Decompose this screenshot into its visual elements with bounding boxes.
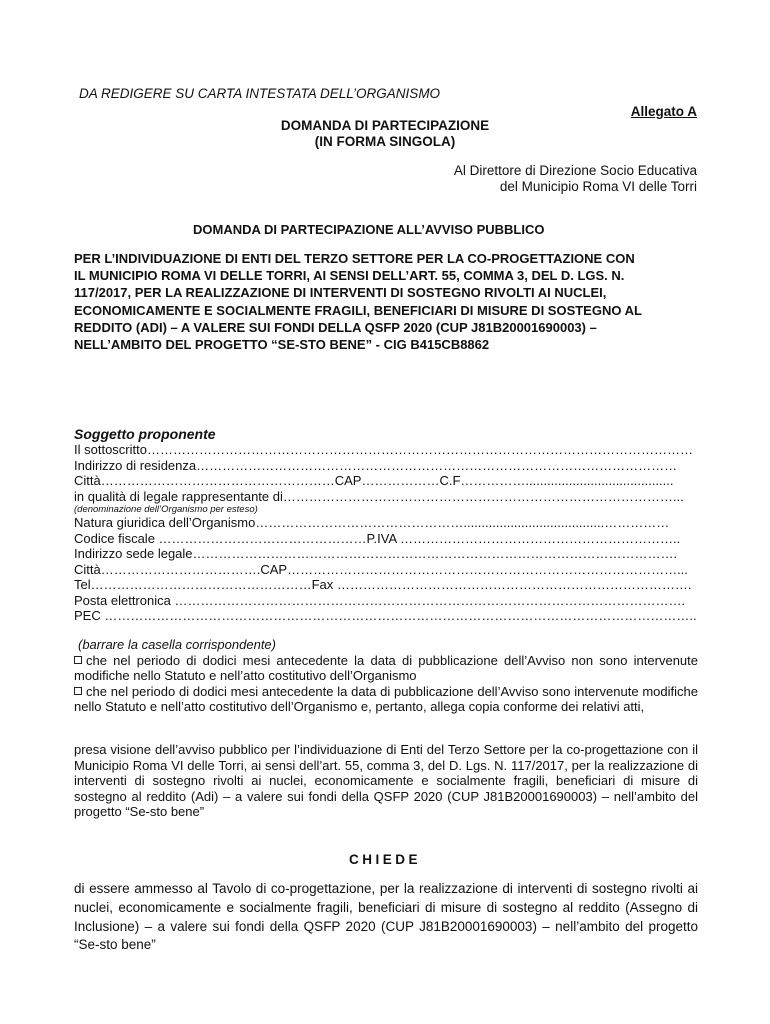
- subject-line: IL MUNICIPIO ROMA VI DELLE TORRI, AI SENSI DELL’ART. 55, COMMA 3, DEL D. LGS. N.: [74, 268, 625, 284]
- field-city-cap[interactable]: Città……………………………….CAP………………………………………………………………………………...: [74, 561, 688, 577]
- subject-line: REDDITO (ADI) – A VALERE SUI FONDI DELLA QSFP 2020 (CUP J81B20001690003) –: [74, 319, 597, 335]
- subject-line: PER L’INDIVIDUAZIONE DI ENTI DEL TERZO SETTORE PER LA CO-PROGETTAZIONE CON: [74, 251, 635, 266]
- field-residence-address[interactable]: Indirizzo di residenza…………………………………………………………………………………………………: [74, 457, 678, 473]
- field-pec[interactable]: PEC ………………………………………………………………………………………………………………………..: [74, 608, 697, 623]
- field-city-cap-cf[interactable]: Città………………………………………………CAP………………C.F…………….........................................: [74, 473, 674, 488]
- subject-description: [74, 250, 642, 353]
- checkbox-icon[interactable]: [74, 656, 82, 664]
- option-changes[interactable]: che nel periodo di dodici mesi antecedente la data di pubblicazione dell’Avviso sono intervenute modifiche nello Statuto e nell’atto costitutivo dell’Organismo e, pertanto, allega copia conforme dei relativi atti,: [74, 683, 698, 715]
- premise-paragraph: presa visione dell’avviso pubblico per l’individuazione di Enti del Terzo Settore per la co-progettazione con il Municipio Roma VI delle Torri, ai sensi dell’art. 55, comma 3, del D. Lgs. N. 117/2017, per la realizzazione di interventi di sostegno rivolti ai nuclei, economicamente e socialmente fragili, beneficiari di misure di sostegno al reddito (Adi) – a valere sui fondi della QSFP 2020 (CUP J81B20001690003) – nell’ambito del progetto “Se-sto bene”: [74, 742, 698, 820]
- instruction-text: (barrare la casella corrispondente): [78, 637, 276, 652]
- field-tel-fax[interactable]: Tel……………………………………………Fax ……………………………………………………………………….: [74, 577, 692, 592]
- declaration-options: [74, 637, 698, 715]
- request-heading: CHIEDE: [348, 852, 421, 867]
- subject-line: NELL’AMBITO DEL PROGETTO “SE-STO BENE” - CIG B415CB8862: [74, 337, 490, 353]
- field-registered-office[interactable]: Indirizzo sede legale………………………………………………………………………………………………….: [74, 546, 678, 561]
- field-tax-code-vat[interactable]: Codice fiscale …………………………………………P.IVA ………………………………………………………..: [74, 530, 681, 546]
- subject-line: 117/2017, PER LA REALIZZAZIONE DI INTERVENTI DI SOSTEGNO RIVOLTI AI NUCLEI,: [74, 285, 607, 301]
- section-title: Soggetto proponente: [74, 426, 216, 442]
- document-subtitle: (IN FORMA SINGOLA): [314, 134, 456, 149]
- applicant-form: [74, 426, 699, 624]
- addressee-line-1: Al Direttore di Direzione Socio Educativa: [453, 163, 697, 178]
- field-legal-nature[interactable]: Natura giuridica dell’Organismo………………………………………….......................................……………: [74, 515, 670, 530]
- addressee-line-2: del Municipio Roma VI delle Torri: [499, 179, 697, 194]
- request-paragraph: di essere ammesso al Tavolo di co-progettazione, per la realizzazione di interventi di sostegno rivolti ai nuclei, economicamente e socialmente fragili, beneficiari di misure di sostegno al reddito (Assegno di Inclusione) – a valere sui fondi della QSFP 2020 (CUP J81B20001690003) – nell’ambito del progetto “Se-sto bene”: [74, 881, 698, 953]
- document-title: DOMANDA DI PARTECIPAZIONE: [280, 118, 490, 133]
- option-no-changes[interactable]: che nel periodo di dodici mesi antecedente la data di pubblicazione dell’Avviso non sono intervenute modifiche nello Statuto e nell’atto costitutivo dell’Organismo: [74, 652, 698, 684]
- attachment-label: Allegato A: [630, 104, 697, 119]
- field-hint: (denominazione dell’Organismo per esteso): [74, 504, 258, 515]
- subject-title: DOMANDA DI PARTECIPAZIONE ALL’AVVISO PUBBLICO: [193, 222, 545, 237]
- field-legal-representative[interactable]: in qualità di legale rappresentante di………………………………………………………………………………...: [74, 488, 684, 504]
- letterhead-note: DA REDIGERE SU CARTA INTESTATA DELL’ORGANISMO: [79, 86, 441, 101]
- field-sottoscritto[interactable]: Il sottoscritto………………………………………………………………………………………………………………: [74, 442, 693, 457]
- subject-line: ECONOMICAMENTE E SOCIALMENTE FRAGILI, BENEFICIARI DI MISURE DI SOSTEGNO AL: [74, 302, 642, 318]
- checkbox-icon[interactable]: [74, 687, 82, 695]
- field-email[interactable]: Posta elettronica ……………………………………………………………………………………………………….: [74, 592, 686, 608]
